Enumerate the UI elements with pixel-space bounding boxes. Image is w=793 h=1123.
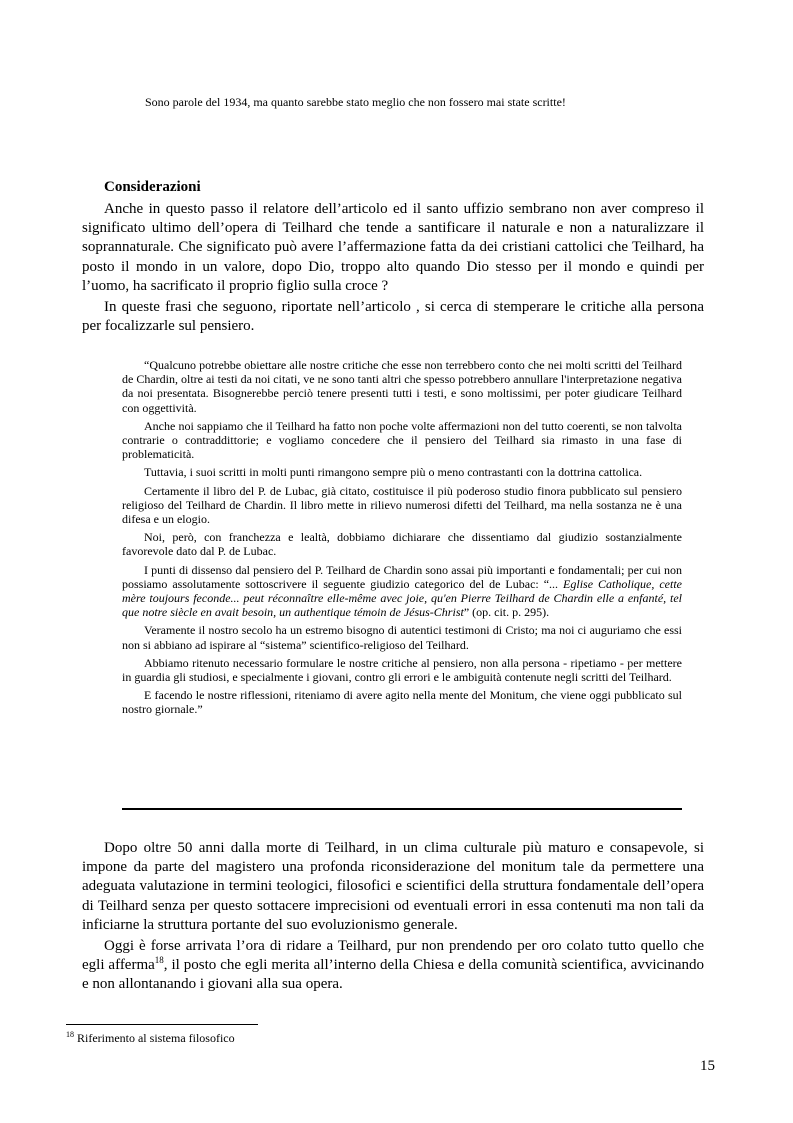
quote-paragraph: E facendo le nostre riflessioni, riteniamo di avere agito nella mente del Monitum, che viene oggi pubblicato sul nostro giornale.”: [122, 688, 682, 717]
quote-paragraph: “Qualcuno potrebbe obiettare alle nostre critiche che esse non terrebbero conto che nei molti scritti del Teilhard de Chardin, oltre ai testi da noi citati, ve ne sono tanti altri che spesso potrebbero annullare l'interpretazione negativa da noi presentata. Bisognerebbe perciò tenere presenti tutti i testi, e sono moltissimi, per poter giudicare Teilhard con oggettività.: [122, 358, 682, 415]
french-citation: Eglise Catholique, cette mère toujours feconde... peut réconnaître elle-même avec joie, qu'en Pierre Teilhard de Chardin elle a enfanté, tel que notre siècle en avait besoin, un authentique témoin de Jésus-Christ: [122, 576, 682, 620]
footnote: [66, 1031, 235, 1045]
paragraph: Anche in questo passo il relatore dell’articolo ed il santo uffizio sembrano non aver compreso il significato ultimo dell’opera di Teilhard che tende a santificare il naturale e non a naturalizzare il soprannaturale. Che significato può avere l’affermazione fatta da dei cristiani cattolici che Teilhard, ha posto il mondo in un valore, dopo Dio, troppo alto quando Dio stesso per il mondo e quindi per l’uomo, ha sacrificato il proprio figlio sulla croce ?: [82, 201, 704, 294]
quote-paragraph: Veramente il nostro secolo ha un estremo bisogno di autentici testimoni di Cristo; ma noi ci auguriamo che essi non si abbiano ad ispirare al “sistema” scientifico-religioso del Teilhard.: [122, 623, 682, 652]
intro-sentence: Sono parole del 1934, ma quanto sarebbe stato meglio che non fossero mai state scritte!: [145, 95, 566, 109]
quote-paragraph: [122, 563, 682, 620]
footnote-reference[interactable]: 18: [154, 955, 164, 966]
footnote-text: Riferimento al sistema filosofico: [74, 1031, 235, 1045]
quote-paragraph: Abbiamo ritenuto necessario formulare le nostre critiche al pensiero, non alla persona - ripetiamo - per mettere in guardia gli studiosi, e specialmente i giovani, contro gli errori e le ambiguità contenute negli scritti del Teilhard.: [122, 655, 682, 685]
quote-paragraph: Tuttavia, i suoi scritti in molti punti rimangono sempre più o meno contrastanti con la dottrina cattolica.: [144, 465, 643, 480]
quote-paragraph: Certamente il libro del P. de Lubac, già citato, costituisce il più poderoso studio finora pubblicato sul pensiero religioso del Teilhard de Chardin. Il libro mette in rilievo numerosi difetti del Teilhard, ma nella sostanza ne è una difesa e un elogio.: [122, 483, 682, 527]
footnote-number: 18: [66, 1030, 74, 1039]
quote-divider: [122, 808, 682, 810]
paragraph: Dopo oltre 50 anni dalla morte di Teilhard, in un clima culturale più maturo e consapevole, si impone da parte del magistero una profonda riconsiderazione del monitum tale da permettere una adeguata valutazione in termini teologici, filosofici e scientifici della struttura fondamentale dell’opera di Teilhard senza per questo sottacere imprecisioni od eventuali errori in essa contenuti ma non tali da inficiarne la struttura portante del suo evoluzionismo generale.: [82, 840, 704, 933]
citation-reference: ” (op. cit. p. 295).: [463, 605, 550, 620]
paragraph-text: Oggi è forse arrivata l’ora di ridare a Teilhard, pur non prendendo per oro colato tutto quello che egli afferma: [82, 938, 704, 974]
footnote-separator: [66, 1024, 258, 1025]
quote-paragraph: Noi, però, con franchezza e lealtà, dobbiamo dichiarare che dissentiamo dal giudizio sostanzialmente favorevole dato dal P. de Lubac.: [122, 530, 682, 559]
paragraph-text: , il posto che egli merita all’interno della Chiesa e della comunità scientifica, avvicinando e non allontanando i giovani alla sua opera.: [82, 957, 704, 993]
body-section-2: [82, 839, 704, 997]
quote-text: I punti di dissenso dal pensiero del P. Teilhard de Chardin sono assai più importanti e fondamentali; per cui non possiamo assolutamente sottoscrivere il seguente giudizio categorico del de Lubac: “...: [122, 562, 682, 591]
body-section-1: [82, 200, 704, 338]
quote-paragraph: Anche noi sappiamo che il Teilhard ha fatto non poche volte affermazioni non del tutto coerenti, se non talvolta contrarie o contraddittorie; e vogliamo concedere che il pensiero del Teilhard sia rimasto in una fase di problematicità.: [122, 418, 682, 462]
section-heading: Considerazioni: [104, 179, 201, 195]
block-quote: [122, 358, 682, 721]
paragraph: [82, 937, 704, 995]
page-number: 15: [700, 1058, 715, 1074]
paragraph: In queste frasi che seguono, riportate nell’articolo , si cerca di stemperare le critiche alla persona per focalizzarle sul pensiero.: [82, 299, 704, 335]
